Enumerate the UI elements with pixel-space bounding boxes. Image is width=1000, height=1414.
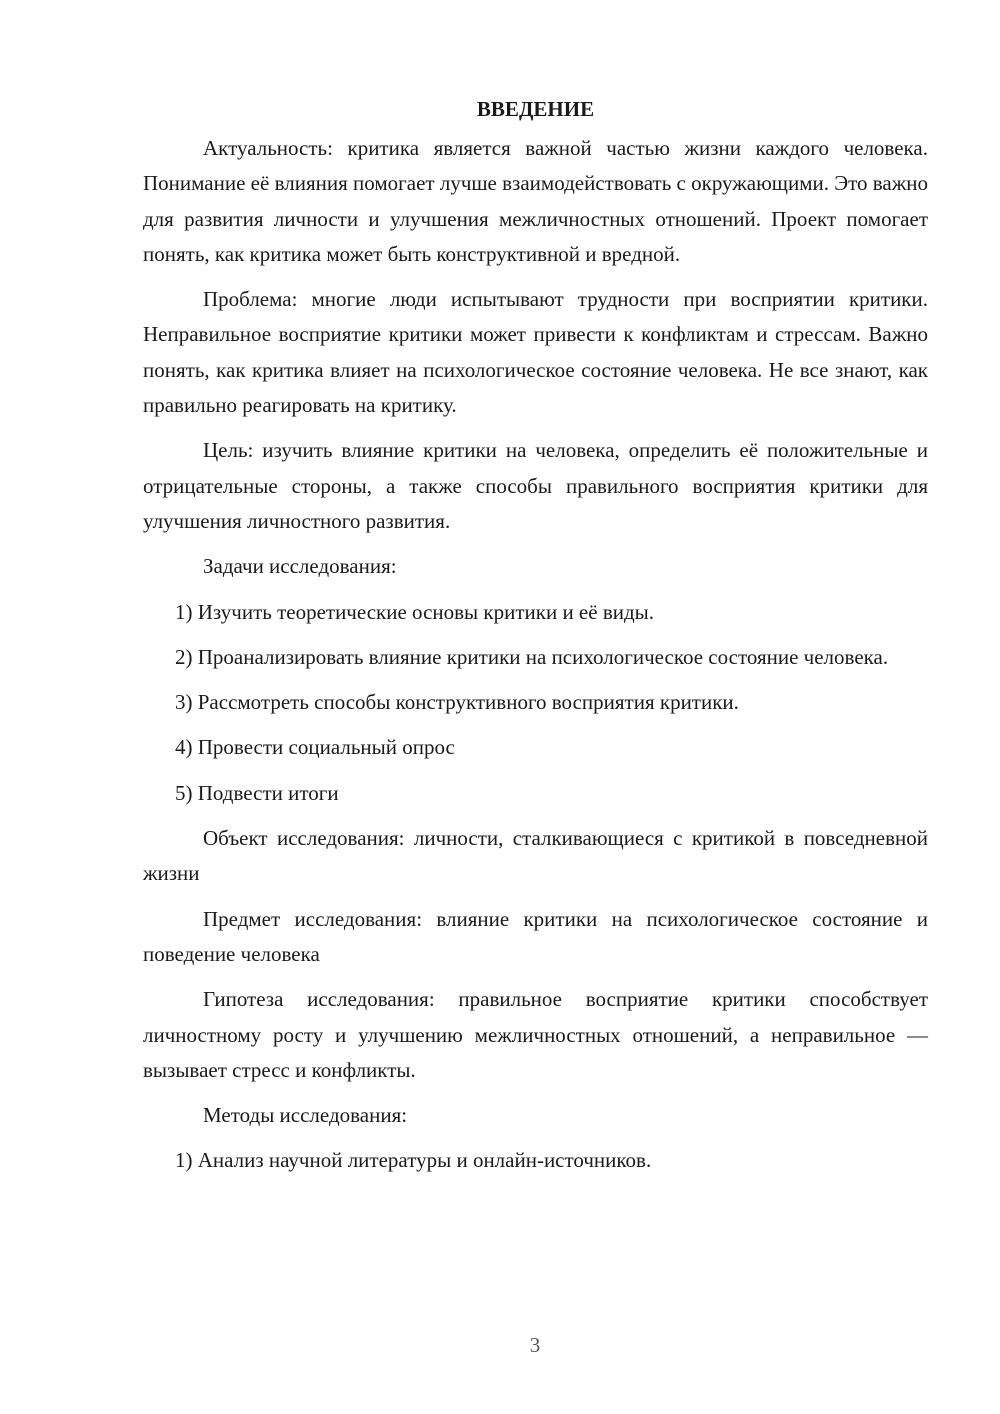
methods-heading: Методы исследования: <box>203 1103 408 1128</box>
task-item: 2) Проанализировать влияние критики на психологическое состояние человека. <box>175 644 889 669</box>
subject-paragraph: Предмет исследования: влияние критики на психологическое состояние и поведение человека <box>143 906 928 966</box>
relevance-paragraph: Актуальность: критика является важной частью жизни каждого человека. Понимание её влияния помогает лучше взаимодействовать с окружающими. Это важно для развития личности и улучшения межличностных отношений. Проект помогает понять, как критика может быть конструктивной и вредной. <box>143 136 928 266</box>
hypothesis-paragraph: Гипотеза исследования: правильное восприятие критики способствует личностному росту и улучшению межличностных отношений, а неправильное — вызывает стресс и конфликты. <box>143 987 928 1082</box>
tasks-heading: Задачи исследования: <box>203 554 397 579</box>
task-item: 3) Рассмотреть способы конструктивного восприятия критики. <box>175 690 739 715</box>
goal-paragraph: Цель: изучить влияние критики на человека, определить её положительные и отрицательные стороны, а также способы правильного восприятия критики для улучшения личностного развития. <box>143 438 928 533</box>
task-item: 5) Подвести итоги <box>175 780 339 805</box>
page-title: ВВЕДЕНИЕ <box>476 97 595 121</box>
task-item: 4) Провести социальный опрос <box>175 735 455 760</box>
document-page <box>143 92 928 1189</box>
task-item: 1) Изучить теоретические основы критики и её виды. <box>175 599 655 624</box>
problem-paragraph: Проблема: многие люди испытывают трудности при восприятии критики. Неправильное восприятие критики может привести к конфликтам и стрессам. Важно понять, как критика влияет на психологическое состояние человека. Не все знают, как правильно реагировать на критику. <box>143 287 928 418</box>
object-paragraph: Объект исследования: личности, сталкивающиеся с критикой в повседневной жизни <box>143 826 928 886</box>
page-number: 3 <box>529 1333 541 1357</box>
method-item: 1) Анализ научной литературы и онлайн-источников. <box>175 1148 652 1173</box>
